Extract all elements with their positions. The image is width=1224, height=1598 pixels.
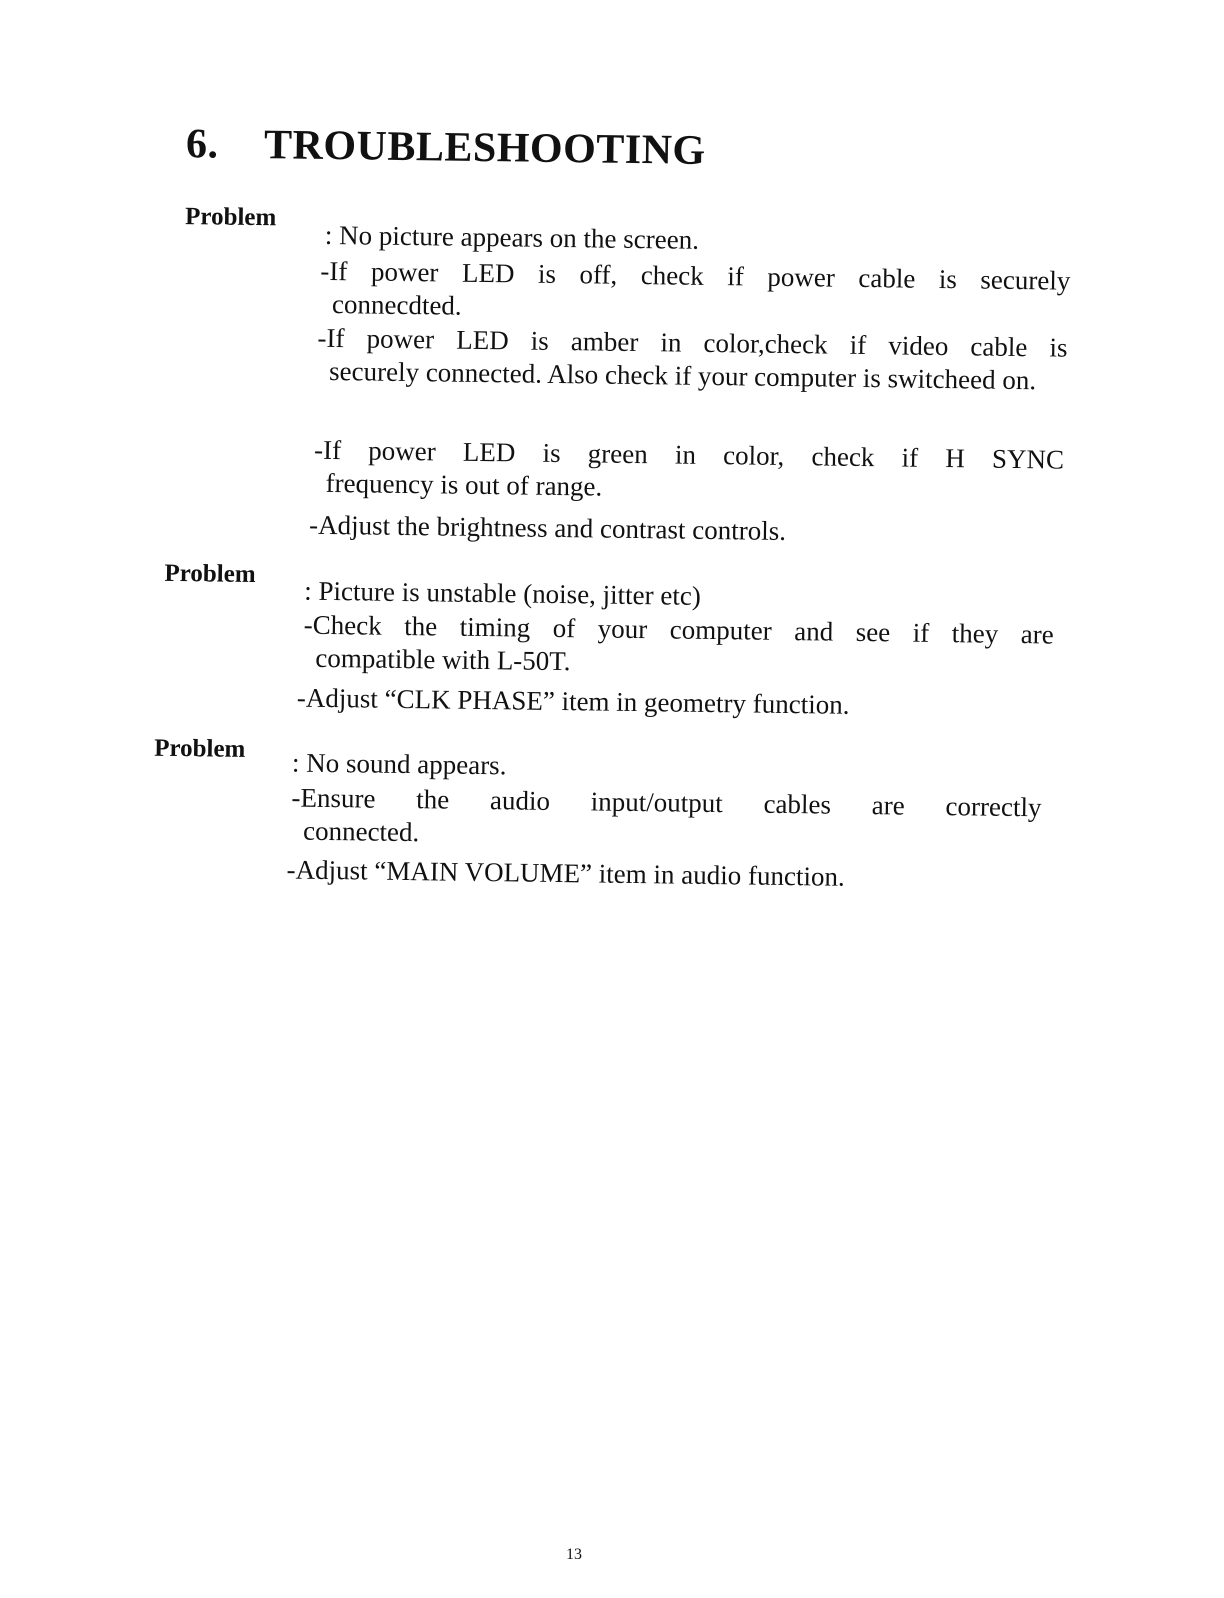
- step-first-line: -If power LED is amber in color,check if video cable is: [317, 322, 1068, 363]
- problem-summary: : No picture appears on the screen.: [324, 219, 700, 255]
- problem-label: Problem: [184, 203, 277, 232]
- troubleshooting-step: [286, 853, 1036, 896]
- troubleshooting-step: [313, 434, 1064, 510]
- problem-label: Problem: [153, 734, 246, 763]
- troubleshooting-step: [303, 609, 1054, 685]
- problem-label: Problem: [164, 559, 256, 589]
- step-first-line: -Adjust the brightness and contrast controls.: [308, 509, 787, 546]
- step-continuation: securely connected. Also check if your computer is switcheed on.: [328, 355, 1037, 396]
- troubleshooting-step: [320, 255, 1071, 331]
- step-continuation: frequency is out of range.: [325, 467, 603, 502]
- step-first-line: -Adjust “MAIN VOLUME” item in audio function.: [286, 854, 845, 892]
- troubleshooting-step: [317, 322, 1068, 398]
- section-number: 6.: [185, 121, 219, 168]
- troubleshooting-step: [297, 682, 1047, 725]
- section-title: [186, 120, 706, 175]
- page-number: 13: [566, 1546, 582, 1563]
- step-first-line: -Ensure the audio input/output cables are correctly: [291, 782, 1042, 823]
- troubleshooting-step: [309, 509, 1059, 552]
- problem-summary: : Picture is unstable (noise, jitter etc): [304, 575, 702, 611]
- step-continuation: connecdted.: [331, 289, 462, 321]
- step-continuation: compatible with L-50T.: [315, 642, 571, 677]
- troubleshooting-step: [291, 782, 1042, 858]
- step-first-line: -Check the timing of your computer and see if they are: [303, 609, 1054, 650]
- step-first-line: -Adjust “CLK PHASE” item in geometry function.: [296, 682, 850, 720]
- step-continuation: connected.: [302, 815, 420, 848]
- section-title-text: TROUBLESHOOTING: [263, 122, 706, 174]
- step-first-line: -If power LED is off, check if power cable is securely: [320, 255, 1071, 296]
- step-first-line: -If power LED is green in color, check if H SYNC: [313, 434, 1065, 475]
- problem-summary: : No sound appears.: [291, 747, 507, 781]
